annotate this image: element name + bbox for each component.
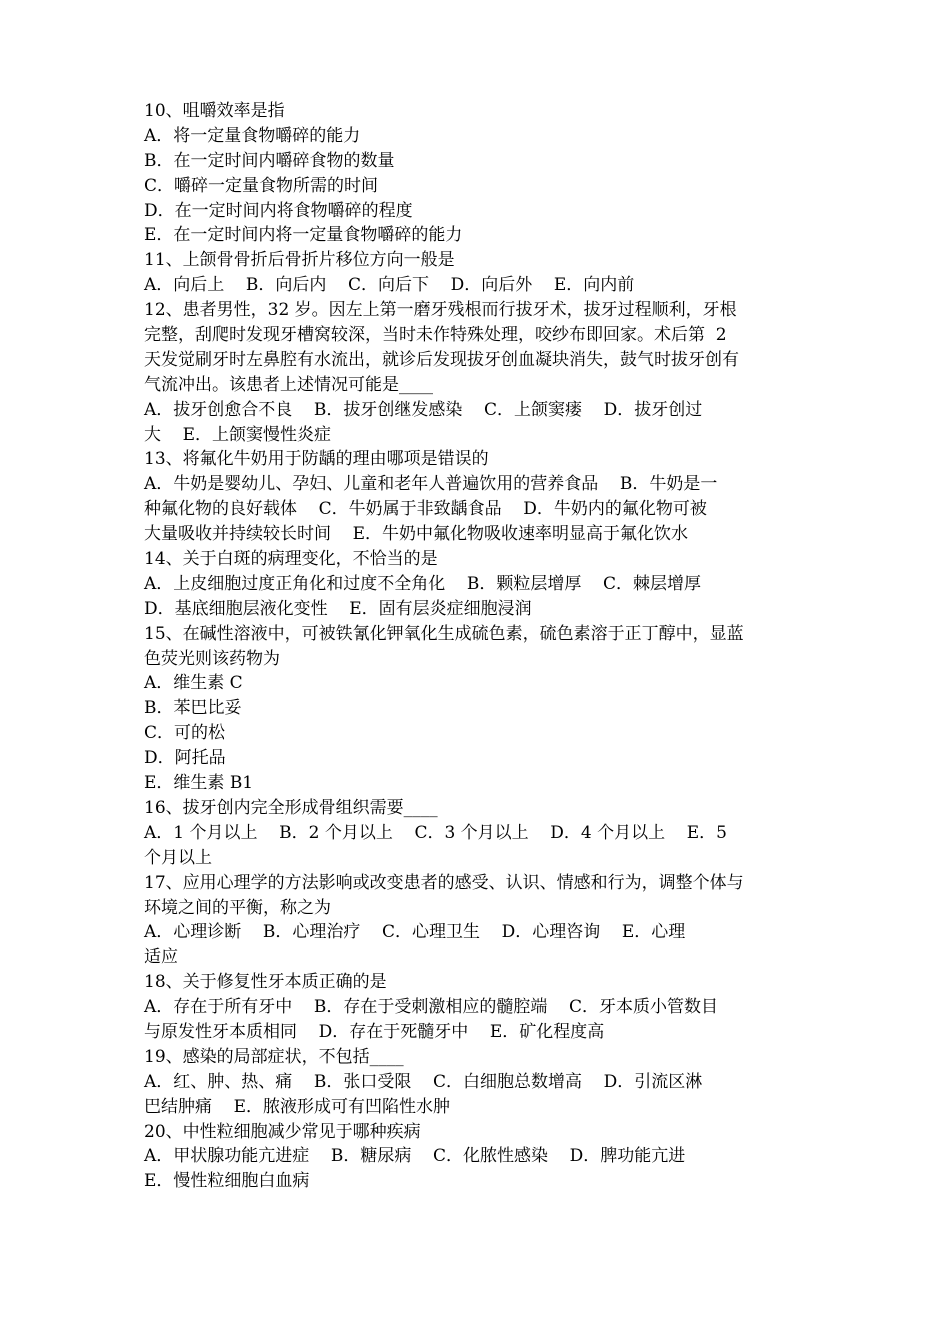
text-line: A．红、肿、热、痛 B．张口受限 C．白细胞总数增高 D．引流区淋 xyxy=(144,1071,703,1092)
text-line: E．在一定时间内将一定量食物嚼碎的能力 xyxy=(144,225,463,246)
text-line: A．向后上 B．向后内 C．向后下 D．向后外 E．向内前 xyxy=(144,275,635,296)
text-line: 大量吸收并持续较长时间 E．牛奶中氟化物吸收速率明显高于氟化饮水 xyxy=(144,524,689,545)
text-line: 12、患者男性，32 岁。因左上第一磨牙残根而行拔牙术，拔牙过程顺利，牙根 xyxy=(144,300,737,321)
text-line: A．心理诊断 B．心理治疗 C．心理卫生 D．心理咨询 E．心理 xyxy=(144,922,686,943)
text-line: B．苯巴比妥 xyxy=(144,698,242,719)
text-line: A．1 个月以上 B．2 个月以上 C．3 个月以上 D．4 个月以上 E．5 xyxy=(144,822,727,843)
text-line: 10、咀嚼效率是指 xyxy=(144,101,285,121)
text-line: 19、感染的局部症状，不包括____ xyxy=(144,1046,404,1067)
question-text-block xyxy=(144,99,814,1194)
text-line: A．将一定量食物嚼碎的能力 xyxy=(144,125,361,146)
text-line: B．在一定时间内嚼碎食物的数量 xyxy=(144,150,395,171)
text-line: 个月以上 xyxy=(144,847,212,868)
text-line: 种氟化物的良好载体 C．牛奶属于非致龋食品 D．牛奶内的氟化物可被 xyxy=(144,499,707,520)
text-line: 大 E．上颌窦慢性炎症 xyxy=(144,424,332,445)
text-line: E．慢性粒细胞白血病 xyxy=(144,1171,310,1192)
text-line: 16、拔牙创内完全形成骨组织需要____ xyxy=(144,797,438,818)
text-line: 13、将氟化牛奶用于防龋的理由哪项是错误的 xyxy=(144,449,489,470)
text-line: D．阿托品 xyxy=(144,748,226,769)
text-line: 环境之间的平衡，称之为 xyxy=(144,897,331,918)
text-line: 天发觉刷牙时左鼻腔有水流出，就诊后发现拔牙创血凝块消失，鼓气时拔牙创有 xyxy=(144,349,739,370)
text-line: D．在一定时间内将食物嚼碎的程度 xyxy=(144,200,413,221)
text-line: D．基底细胞层液化变性 E．固有层炎症细胞浸润 xyxy=(144,598,532,619)
text-line: 完整，刮爬时发现牙槽窝较深，当时未作特殊处理，咬纱布即回家。术后第 2 xyxy=(144,325,727,346)
text-line: 15、在碱性溶液中，可被铁氰化钾氧化生成硫色素，硫色素溶于正丁醇中，显蓝 xyxy=(144,623,744,644)
text-line: A．甲状腺功能亢进症 B．糖尿病 C．化脓性感染 D．脾功能亢进 xyxy=(144,1146,686,1167)
text-line: E．维生素 B1 xyxy=(144,773,254,794)
text-line: 18、关于修复性牙本质正确的是 xyxy=(144,972,387,993)
text-line: 20、中性粒细胞减少常见于哪种疾病 xyxy=(144,1121,421,1142)
text-line: A．牛奶是婴幼儿、孕妇、儿童和老年人普遍饮用的营养食品 B．牛奶是一 xyxy=(144,474,718,495)
text-line: 色荧光则该药物为 xyxy=(144,648,280,669)
text-line: 17、应用心理学的方法影响或改变患者的感受、认识、情感和行为，调整个体与 xyxy=(144,872,744,893)
text-line: 气流冲出。该患者上述情况可能是____ xyxy=(144,374,433,395)
text-line: 11、上颌骨骨折后骨折片移位方向一般是 xyxy=(144,250,455,271)
text-line: A．拔牙创愈合不良 B．拔牙创继发感染 C．上颌窦瘘 D．拔牙创过 xyxy=(144,399,703,420)
text-line: 与原发性牙本质相同 D．存在于死髓牙中 E．矿化程度高 xyxy=(144,1021,605,1042)
text-line: A．维生素 C xyxy=(144,673,243,694)
text-line: 14、关于白斑的病理变化，不恰当的是 xyxy=(144,549,438,570)
text-line: A．上皮细胞过度正角化和过度不全角化 B．颗粒层增厚 C．棘层增厚 xyxy=(144,573,702,594)
text-line: 适应 xyxy=(144,947,178,968)
text-line: C．嚼碎一定量食物所需的时间 xyxy=(144,175,379,196)
text-line: C．可的松 xyxy=(144,723,226,744)
text-line: A．存在于所有牙中 B．存在于受刺激相应的髓腔端 C．牙本质小管数目 xyxy=(144,997,719,1018)
text-line: 巴结肿痛 E．脓液形成可有凹陷性水肿 xyxy=(144,1096,451,1117)
